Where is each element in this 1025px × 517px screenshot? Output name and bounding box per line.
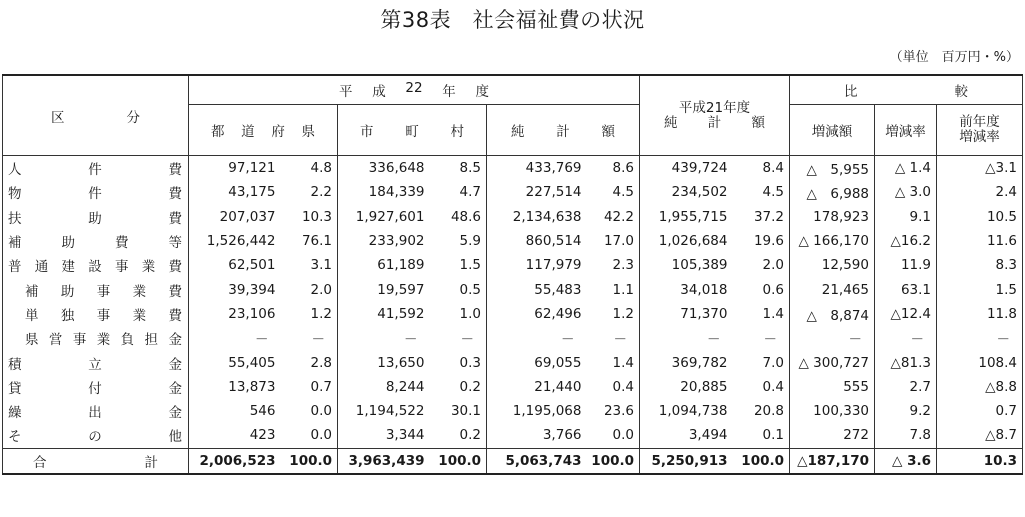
table-cell: △ 3.6: [875, 448, 937, 474]
row-label: 合 計: [3, 448, 189, 474]
table-cell: 178,923: [790, 205, 875, 229]
fy21-header-char: 純: [664, 114, 678, 131]
table-cell: 62,496: [534, 305, 582, 322]
table-cell: 11.9: [875, 253, 937, 277]
table-row: [3, 423, 1023, 448]
table-cell: 117,979: [525, 257, 582, 274]
table-cell: 8.6: [587, 156, 640, 181]
municipality-header-char: 市: [360, 124, 374, 140]
table-cell: 546: [249, 403, 276, 420]
table-cell: 11.6: [937, 229, 1023, 253]
table-cell: 1.2: [587, 302, 640, 326]
table-cell: 3,963,439: [338, 448, 430, 474]
table-cell: 2,006,523: [189, 448, 281, 474]
comparison-group-header: [790, 75, 1023, 105]
table-cell: 1.4: [733, 302, 790, 326]
table-cell: 1.2: [281, 302, 338, 326]
table-cell: 2.7: [875, 375, 937, 399]
table-cell: 69,055: [534, 354, 582, 371]
table-cell: 10.3: [937, 448, 1023, 474]
table-cell: 0.0: [281, 399, 338, 423]
table-cell: 76.1: [281, 229, 338, 253]
table-cell: 0.4: [587, 375, 640, 399]
table-cell: 5,250,913: [640, 448, 733, 474]
net-total-header-char: 計: [556, 124, 570, 140]
table-cell: 55,405: [228, 354, 276, 371]
table-cell: 1,955,715: [658, 208, 728, 225]
page-title: 第38表 社会福祉費の状況: [380, 8, 645, 32]
table-cell: 1,927,601: [355, 208, 425, 225]
municipality-header-char: 村: [450, 124, 464, 140]
table-cell: 71,370: [680, 305, 728, 322]
table-cell: 8,244: [385, 378, 425, 395]
table-cell: －: [733, 326, 790, 350]
table-cell: 2.3: [587, 253, 640, 277]
fy22-group-header: [189, 75, 640, 105]
change-amount-header: 増減額: [790, 105, 875, 156]
table-cell: 860,514: [525, 233, 582, 250]
table-row: [3, 229, 1023, 253]
fy22-header-char: 平: [339, 84, 353, 100]
table-cell: △8.7: [937, 423, 1023, 448]
fy21-net-total-header: [640, 75, 790, 156]
table-cell: △12.4: [875, 302, 937, 326]
table-cell: 55,483: [534, 281, 582, 298]
table-row: [3, 375, 1023, 399]
table-cell: 2.2: [281, 180, 338, 204]
table-cell: 0.3: [430, 350, 487, 374]
fy22-header-char: 成: [372, 84, 386, 100]
table-cell: 2.4: [937, 180, 1023, 204]
row-label: 物 件 費: [3, 180, 189, 204]
table-row: [3, 350, 1023, 374]
table-row: [3, 156, 1023, 181]
table-cell: 11.8: [937, 302, 1023, 326]
table-cell: 23,106: [228, 305, 276, 322]
table-cell: 8.4: [733, 156, 790, 181]
table-cell: 1.0: [430, 302, 487, 326]
municipality-header-char: 町: [405, 124, 419, 140]
table-cell: 5,063,743: [487, 448, 587, 474]
prefecture-header-char: 都: [211, 124, 225, 140]
row-label: 積 立 金: [3, 350, 189, 374]
table-cell: 37.2: [733, 205, 790, 229]
table-cell: 48.6: [430, 205, 487, 229]
table-cell: △187,170: [790, 448, 875, 474]
table-cell: 184,339: [368, 184, 425, 201]
table-cell: 2.0: [733, 253, 790, 277]
comparison-header-char: 較: [954, 84, 969, 100]
table-cell: 0.6: [733, 277, 790, 301]
table-cell: 21,465: [790, 277, 875, 301]
table-cell: 10.3: [281, 205, 338, 229]
table-cell: －: [937, 326, 1023, 350]
table-cell: 7.8: [875, 423, 937, 448]
table-cell: △ 1.4: [875, 156, 937, 181]
table-cell: 9.2: [875, 399, 937, 423]
table-cell: －: [281, 326, 338, 350]
table-cell: 7.0: [733, 350, 790, 374]
table-cell: 41,592: [377, 305, 425, 322]
table-cell: 0.2: [430, 423, 487, 448]
table-cell: 0.0: [281, 423, 338, 448]
row-label: 繰 出 金: [3, 399, 189, 423]
table-cell: 0.7: [937, 399, 1023, 423]
table-row: [3, 302, 1023, 326]
table-cell: 13,650: [377, 354, 425, 371]
unit-note: （単位 百万円・%）: [889, 50, 1019, 65]
table-cell: 1.1: [587, 277, 640, 301]
table-cell: －: [707, 332, 721, 349]
table-cell: 43,175: [228, 184, 276, 201]
table-cell: 3,494: [688, 427, 728, 444]
table-cell: 100.0: [587, 448, 640, 474]
table-cell: 1.4: [587, 350, 640, 374]
table-cell: 100.0: [281, 448, 338, 474]
table-cell: －: [561, 332, 575, 349]
table-cell: 423: [249, 427, 276, 444]
table-cell: 439,724: [671, 160, 728, 177]
table-cell: －: [430, 326, 487, 350]
row-label: 扶 助 費: [3, 205, 189, 229]
fy21-header-char: 額: [751, 114, 765, 131]
table-row: [3, 277, 1023, 301]
table-cell: 62,501: [228, 257, 276, 274]
table-cell: 20.8: [733, 399, 790, 423]
table-row: [3, 399, 1023, 423]
table-cell: 1,194,522: [355, 403, 425, 420]
table-cell: 233,902: [368, 233, 425, 250]
table-cell: 19,597: [377, 281, 425, 298]
table-cell: 4.5: [733, 180, 790, 204]
table-cell: 23.6: [587, 399, 640, 423]
table-cell: 1,094,738: [658, 403, 728, 420]
table-cell: 272: [790, 423, 875, 448]
table-cell: 34,018: [680, 281, 728, 298]
net-total-header-char: 純: [511, 124, 525, 140]
table-cell: 1,026,684: [658, 233, 728, 250]
table-cell: 5.9: [430, 229, 487, 253]
table-cell: △ 3.0: [875, 180, 937, 204]
table-cell: △16.2: [875, 229, 937, 253]
table-cell: 2,134,638: [512, 208, 582, 225]
table-cell: 108.4: [937, 350, 1023, 374]
table-cell: 4.7: [430, 180, 487, 204]
table-cell: 8.5: [430, 156, 487, 181]
table-cell: 207,037: [219, 208, 276, 225]
table-cell: 61,189: [377, 257, 425, 274]
table-cell: 8.3: [937, 253, 1023, 277]
table-row: [3, 205, 1023, 229]
table-cell: 19.6: [733, 229, 790, 253]
total-row: [3, 448, 1023, 474]
fy22-header-char: 度: [475, 84, 489, 100]
table-cell: 3.1: [281, 253, 338, 277]
table-cell: －: [875, 326, 937, 350]
fy21-label: 平成21年度: [678, 99, 751, 116]
prefecture-header-char: 県: [301, 124, 315, 140]
table-row: [3, 253, 1023, 277]
table-cell: 369,782: [671, 354, 728, 371]
table-cell: 100.0: [430, 448, 487, 474]
row-label: 補 助 費 等: [3, 229, 189, 253]
net-total-header: [487, 105, 640, 156]
change-rate-header: 増減率: [875, 105, 937, 156]
table-cell: 1,526,442: [206, 233, 276, 250]
prefecture-header-char: 府: [271, 124, 285, 140]
fy22-header-char: 22: [405, 80, 423, 96]
category-header-char: 区: [51, 109, 65, 126]
table-cell: －: [587, 326, 640, 350]
table-cell: 100.0: [733, 448, 790, 474]
table-cell: 30.1: [430, 399, 487, 423]
comparison-header-char: 比: [844, 84, 858, 100]
table-cell: 4.5: [587, 180, 640, 204]
table-cell: －: [255, 332, 269, 349]
row-label: 人 件 費: [3, 156, 189, 181]
table-cell: 97,121: [228, 160, 276, 177]
table-cell: 21,440: [534, 378, 582, 395]
table-cell: 17.0: [587, 229, 640, 253]
table-cell: △ 300,727: [790, 350, 875, 374]
table-cell: 39,394: [228, 281, 276, 298]
table-cell: △ 6,988: [790, 180, 875, 204]
table-cell: 12,590: [790, 253, 875, 277]
fy21-header-char: 計: [707, 114, 722, 131]
table-cell: 1,195,068: [512, 403, 582, 420]
table-cell: 13,873: [228, 378, 276, 395]
prefecture-header-char: 道: [241, 124, 255, 140]
table-cell: △81.3: [875, 350, 937, 374]
table-cell: 0.4: [733, 375, 790, 399]
table-cell: 10.5: [937, 205, 1023, 229]
table-cell: 555: [790, 375, 875, 399]
net-total-header-char: 額: [601, 124, 615, 140]
table-cell: 3,766: [542, 427, 582, 444]
table-cell: △3.1: [937, 156, 1023, 181]
table-cell: 63.1: [875, 277, 937, 301]
table-cell: 20,885: [680, 378, 728, 395]
table-cell: △ 5,955: [790, 156, 875, 181]
category-header-char: 分: [126, 109, 140, 126]
table-row: [3, 326, 1023, 350]
table-cell: 3,344: [385, 427, 425, 444]
table-cell: △ 166,170: [790, 229, 875, 253]
table-cell: 0.0: [587, 423, 640, 448]
table-cell: 336,648: [368, 160, 425, 177]
municipality-header: [338, 105, 487, 156]
category-header: [3, 75, 189, 156]
table-cell: 0.2: [430, 375, 487, 399]
table-cell: 100,330: [790, 399, 875, 423]
table-cell: 2.0: [281, 277, 338, 301]
fy22-header-char: 年: [442, 84, 456, 100]
prev-change-rate-header: 前年度 増減率: [937, 105, 1023, 156]
table-cell: △ 8,874: [790, 302, 875, 326]
table-cell: 0.7: [281, 375, 338, 399]
table-cell: 2.8: [281, 350, 338, 374]
table-cell: 433,769: [525, 160, 582, 177]
prefecture-header: [189, 105, 338, 156]
table-cell: 105,389: [671, 257, 728, 274]
table-cell: 0.5: [430, 277, 487, 301]
welfare-expense-table: [2, 74, 1023, 475]
row-label: 貸 付 金: [3, 375, 189, 399]
table-cell: －: [404, 332, 418, 349]
table-cell: 42.2: [587, 205, 640, 229]
table-cell: 4.8: [281, 156, 338, 181]
row-label: 補 助 事 業 費: [3, 277, 189, 301]
row-label: そ の 他: [3, 423, 189, 448]
row-label: 単 独 事 業 費: [3, 302, 189, 326]
table-cell: 1.5: [430, 253, 487, 277]
table-cell: 227,514: [525, 184, 582, 201]
table-row: [3, 180, 1023, 204]
table-cell: △8.8: [937, 375, 1023, 399]
table-cell: 9.1: [875, 205, 937, 229]
table-cell: 234,502: [671, 184, 728, 201]
row-label: 県 営 事 業 負 担 金: [3, 326, 189, 350]
row-label: 普 通 建 設 事 業 費: [3, 253, 189, 277]
table-cell: 1.5: [937, 277, 1023, 301]
table-cell: －: [790, 326, 875, 350]
table-cell: 0.1: [733, 423, 790, 448]
